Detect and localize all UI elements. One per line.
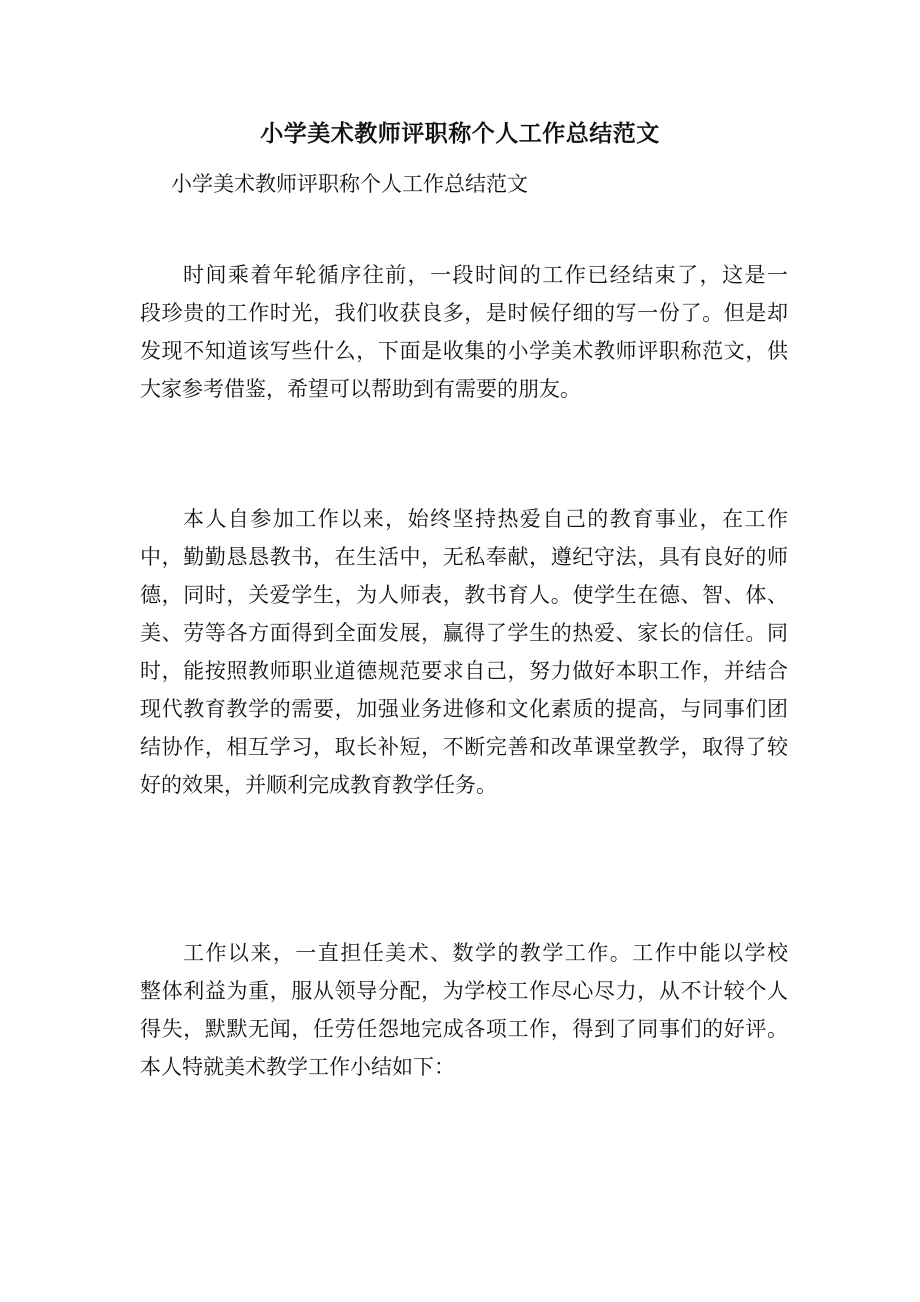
document-title: 小学美术教师评职称个人工作总结范文 <box>260 120 660 147</box>
paragraph-line: 段珍贵的工作时光，我们收获良多，是时候仔细的写一份了。但是却 <box>140 301 788 325</box>
paragraph-line: 时，能按照教师职业道德规范要求自己，努力做好本职工作，并结合 <box>140 659 788 683</box>
paragraph-line: 结协作，相互学习，取长补短，不断完善和改革课堂教学，取得了较 <box>140 735 788 759</box>
paragraph-line: 得失，默默无闻，任劳任怨地完成各项工作，得到了同事们的好评。 <box>140 1017 788 1041</box>
paragraph-line: 中，勤勤恳恳教书，在生活中，无私奉献，遵纪守法，具有良好的师 <box>140 545 788 569</box>
document-subtitle: 小学美术教师评职称个人工作总结范文 <box>171 172 528 196</box>
paragraph-line: 发现不知道该写些什么，下面是收集的小学美术教师评职称范文，供 <box>140 339 788 363</box>
paragraph-teaching-duties <box>140 934 788 1086</box>
paragraph-line: 时间乘着年轮循序往前，一段时间的工作已经结束了，这是一 <box>183 263 788 287</box>
paragraph-line: 美、劳等各方面得到全面发展，赢得了学生的热爱、家长的信任。同 <box>140 621 788 645</box>
paragraph-line: 本人特就美术教学工作小结如下： <box>140 1055 455 1079</box>
paragraph-line: 大家参考借鉴，希望可以帮助到有需要的朋友。 <box>140 377 581 401</box>
paragraph-line: 本人自参加工作以来，始终坚持热爱自己的教育事业，在工作 <box>183 507 788 531</box>
paragraph-line: 现代教育教学的需要，加强业务进修和文化素质的提高，与同事们团 <box>140 697 788 721</box>
paragraph-work-attitude <box>140 500 788 804</box>
paragraph-line: 德，同时，关爱学生，为人师表，教书育人。使学生在德、智、体、 <box>140 583 788 607</box>
paragraph-line: 好的效果，并顺利完成教育教学任务。 <box>140 773 497 797</box>
paragraph-intro <box>140 256 788 408</box>
paragraph-line: 工作以来，一直担任美术、数学的教学工作。工作中能以学校 <box>183 941 788 965</box>
paragraph-line: 整体利益为重，服从领导分配，为学校工作尽心尽力，从不计较个人 <box>140 979 788 1003</box>
